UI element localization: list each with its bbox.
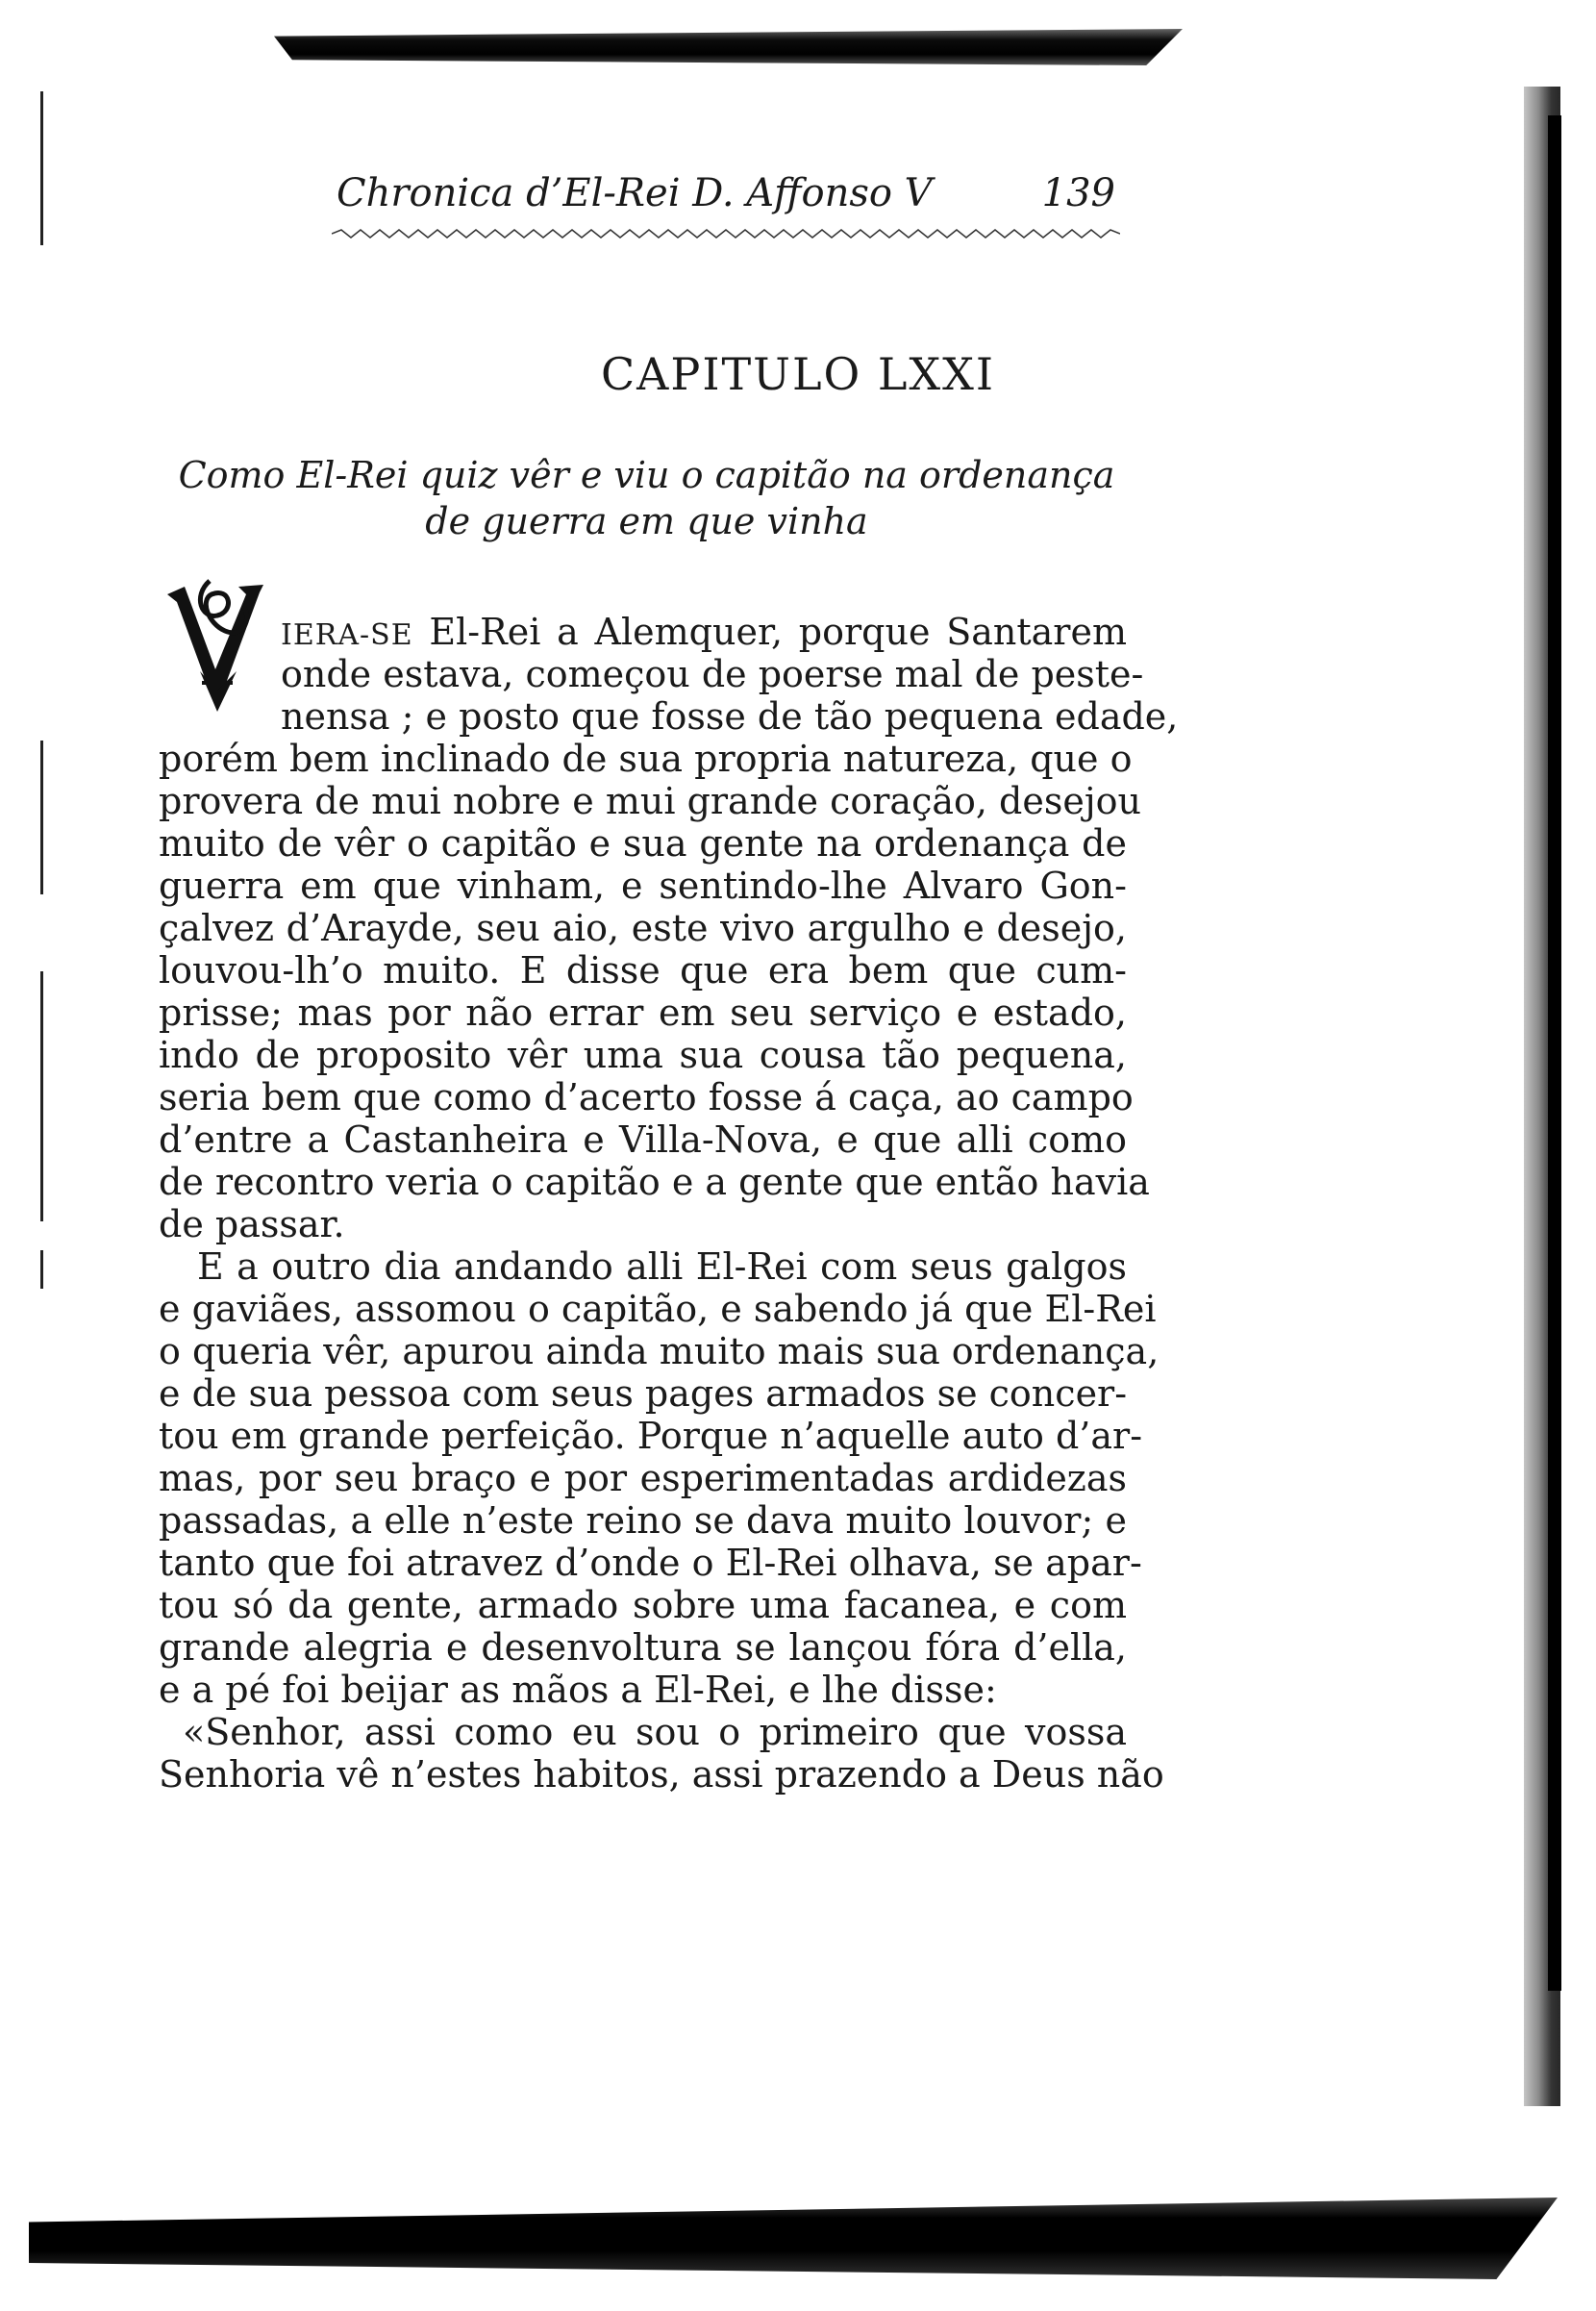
body-line: çalvez d’Arayde, seu aio, este vivo argulho e desejo, <box>159 907 1127 949</box>
body-line: de recontro veria o capitão e a gente que então havia <box>159 1161 1150 1203</box>
body-line: grande alegria e desenvoltura se lançou fóra d’ella, <box>159 1626 1127 1669</box>
chapter-subtitle <box>159 452 1135 544</box>
body-line: guerra em que vinham, e sentindo-lhe Alvaro Gon- <box>159 865 1127 907</box>
dropcap-lead: IERA-SE <box>281 618 413 652</box>
body-line: d’entre a Castanheira e Villa-Nova, e que alli como <box>159 1118 1127 1161</box>
body-line: e a pé foi beijar as mãos a El-Rei, e lhe disse: <box>159 1669 997 1711</box>
body-line <box>281 611 1127 657</box>
running-header <box>337 171 1135 229</box>
wavy-rule <box>332 229 1120 239</box>
scan-shadow-top <box>274 29 1183 65</box>
body-line: e gaviães, assomou o capitão, e sabendo já que El-Rei <box>159 1288 1157 1330</box>
body-line: porém bem inclinado de sua propria natureza, que o <box>159 738 1133 780</box>
body-line: passadas, a elle n’este reino se dava muito louvor; e <box>159 1499 1127 1542</box>
chapter-subtitle-line: de guerra em que vinha <box>425 500 868 542</box>
scan-mark-left <box>40 741 43 894</box>
body-line: tou em grande perfeição. Porque n’aquelle auto d’ar- <box>159 1415 1143 1457</box>
body-line: tou só da gente, armado sobre uma facanea, e com <box>159 1584 1127 1626</box>
body-line: o queria vêr, apurou ainda muito mais sua ordenança, <box>159 1330 1160 1372</box>
body-line: Senhoria vê n’estes habitos, assi prazendo a Deus não <box>159 1753 1164 1796</box>
body-line: louvou-lh’o muito. E disse que era bem que cum- <box>159 949 1127 992</box>
body-line: de passar. <box>159 1203 345 1245</box>
page-number: 139 <box>1041 171 1115 215</box>
body-line: provera de mui nobre e mui grande coração, desejou <box>159 780 1141 822</box>
chapter-heading: CAPITULO LXXI <box>600 348 996 400</box>
body-line: muito de vêr o capitão e sua gente na ordenança de <box>159 822 1127 865</box>
body-line: E a outro dia andando alli El-Rei com seus galgos <box>197 1245 1127 1288</box>
running-header-title: Chronica d’El-Rei D. Affonso V <box>337 171 933 215</box>
body-line: nensa ; e posto que fosse de tão pequena edade, <box>281 695 1179 738</box>
body-line: e de sua pessoa com seus pages armados se concer- <box>159 1372 1128 1415</box>
scan-mark-left <box>40 971 43 1221</box>
body-line: mas, por seu braço e por esperimentadas ardidezas <box>159 1457 1127 1499</box>
body-line: «Senhor, assi como eu sou o primeiro que vossa <box>183 1711 1127 1753</box>
body-line: onde estava, começou de poerse mal de peste- <box>281 653 1144 695</box>
body-line: prisse; mas por não errar em seu serviço e estado, <box>159 992 1127 1034</box>
body-line: indo de proposito vêr uma sua cousa tão pequena, <box>159 1034 1127 1076</box>
body-line: tanto que foi atravez d’onde o El-Rei olhava, se apar- <box>159 1542 1142 1584</box>
scan-mark-left <box>40 1250 43 1289</box>
scan-mark-left <box>40 91 43 245</box>
chapter-subtitle-line: Como El-Rei quiz vêr e viu o capitão na ordenança <box>178 454 1115 496</box>
body-line: seria bem que como d’acerto fosse á caça, ao campo <box>159 1076 1134 1118</box>
scan-shadow-bottom <box>29 2198 1558 2279</box>
body-line-text: El-Rei a Alemquer, porque Santarem <box>429 611 1127 653</box>
dropcap-v-icon <box>163 577 271 714</box>
